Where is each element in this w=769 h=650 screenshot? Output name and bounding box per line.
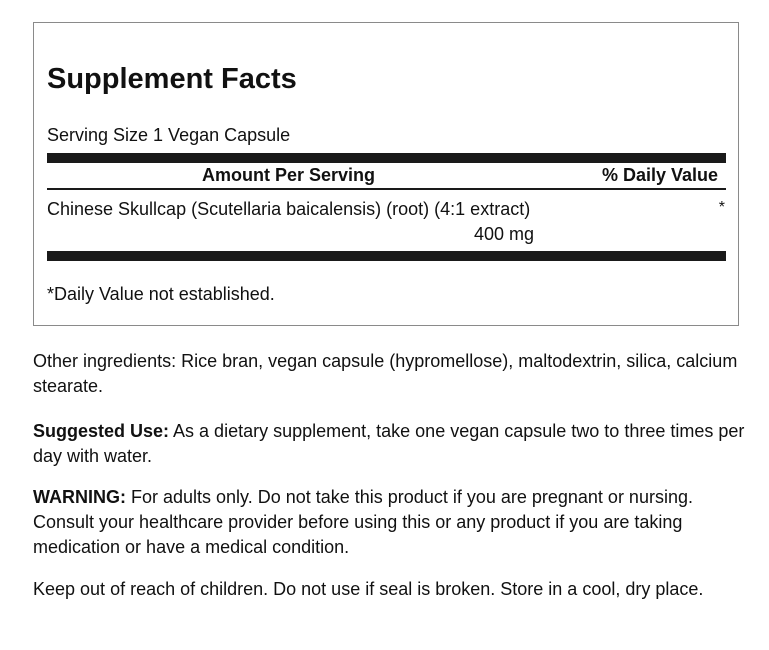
daily-value-header: % Daily Value [601, 165, 718, 185]
ingredient-amount: 400 mg [474, 224, 535, 244]
amount-per-serving-header: Amount Per Serving [202, 165, 376, 185]
warning [33, 485, 748, 560]
supplement-facts-panel [33, 22, 739, 326]
other-ingredients: Other ingredients: Rice bran, vegan capsule (hypromellose), maltodextrin, silica, calcium stearate. [33, 351, 738, 396]
warning-text: For adults only. Do not take this product if you are pregnant or nursing. Consult your healthcare provider before using this or any product if you are taking medication or have a medical condition. [33, 487, 693, 557]
thin-divider [47, 188, 726, 190]
thick-divider-bottom [47, 251, 726, 261]
warning-label: WARNING: [33, 487, 126, 507]
suggested-use [33, 419, 748, 469]
thick-divider-top [47, 153, 726, 163]
daily-value-footnote: *Daily Value not established. [47, 284, 275, 304]
suggested-use-text: As a dietary supplement, take one vegan capsule two to three times per day with water. [33, 421, 745, 466]
ingredient-name: Chinese Skullcap (Scutellaria baicalensis) (root) (4:1 extract) [47, 199, 531, 219]
ingredient-daily-value: * [718, 199, 725, 216]
serving-size: Serving Size 1 Vegan Capsule [47, 125, 291, 145]
suggested-use-label: Suggested Use: [33, 421, 170, 441]
supplement-facts-title: Supplement Facts [47, 63, 297, 95]
storage-instructions: Keep out of reach of children. Do not use if seal is broken. Store in a cool, dry place. [33, 579, 704, 599]
